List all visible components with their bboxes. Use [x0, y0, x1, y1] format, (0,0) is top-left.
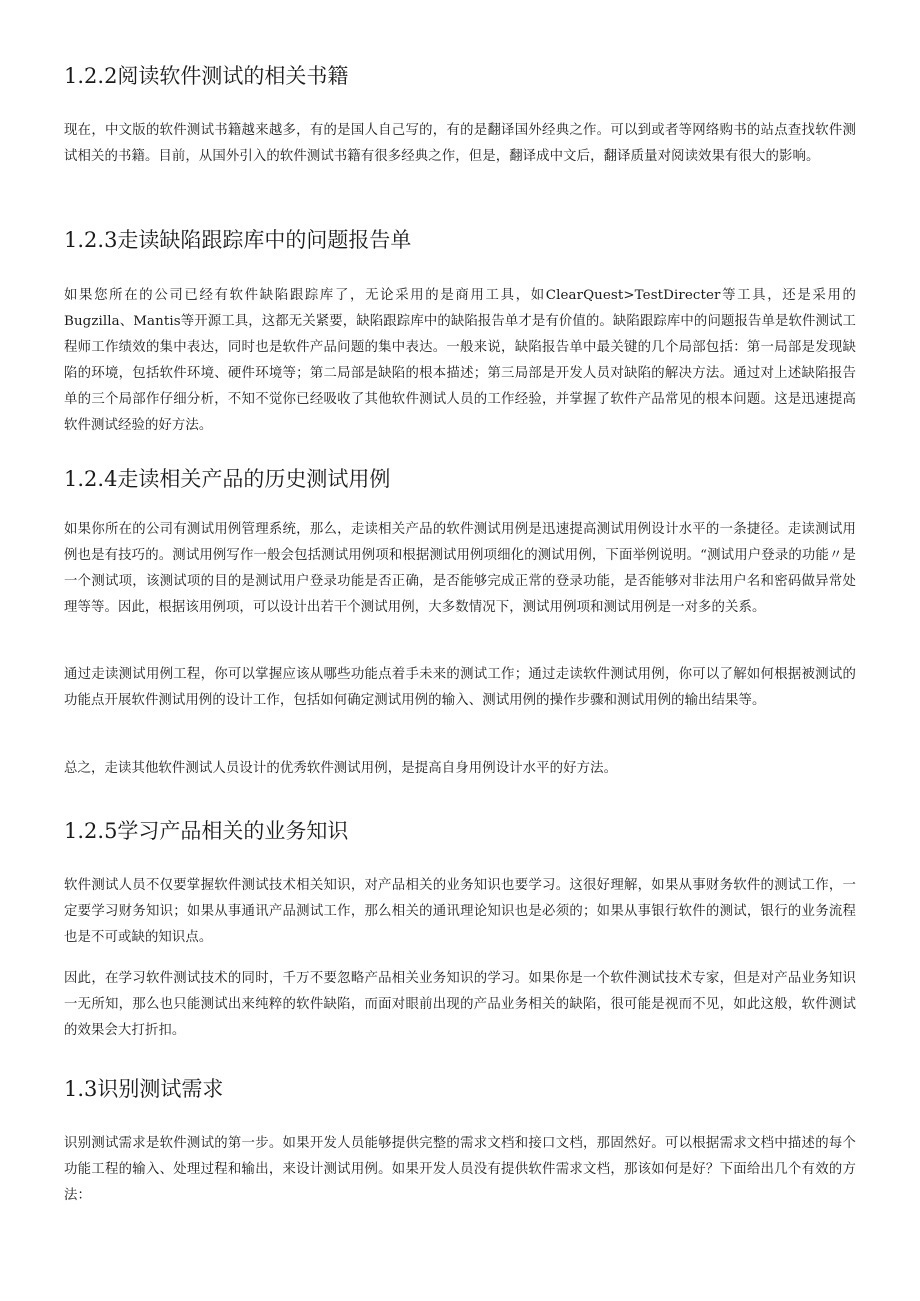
- section-heading-1-2-2: 1.2.2阅读软件测试的相关书籍: [64, 64, 349, 88]
- section-heading-1-3: 1.3识别测试需求: [64, 1077, 224, 1101]
- section-heading-1-2-3: 1.2.3走读缺陷跟踪库中的问题报告单: [64, 228, 412, 252]
- section-1-2-3-paragraph-1: 如果您所在的公司已经有软件缺陷跟踪库了，无论采用的是商用工具，如ClearQuest>TestDirecter等工具，还是采用的Bugzilla、Mantis等开源工具，这都无关紧要，缺陷跟踪库中的缺陷报告单才是有价值的。缺陷跟踪库中的问题报告单是软件测试工程师工作绩效的集中表达，同时也是软件产品问题的集中表达。一般来说，缺陷报告单中最关键的几个局部包括：第一局部是发现缺陷的环境，包括软件环境、硬件环境等；第二局部是缺陷的根本描述；第三局部是开发人员对缺陷的解决方法。通过对上述缺陷报告单的三个局部作仔细分析，不知不觉你已经吸收了其他软件测试人员的工作经验，并掌握了软件产品常见的根本问题。这是迅速提高软件测试经验的好方法。: [64, 288, 856, 433]
- section-1-2-5-paragraph-1: 软件测试人员不仅要掌握软件测试技术相关知识，对产品相关的业务知识也要学习。这很好理解，如果从事财务软件的测试工作，一定要学习财务知识；如果从事通讯产品测试工作，那么相关的通讯理论知识也是必须的；如果从事银行软件的测试，银行的业务流程也是不可或缺的知识点。: [64, 878, 856, 945]
- section-1-2-4-paragraph-3: 总之，走读其他软件测试人员设计的优秀软件测试用例，是提高自身用例设计水平的好方法。: [64, 761, 618, 776]
- section-heading-1-2-5: 1.2.5学习产品相关的业务知识: [64, 819, 349, 843]
- section-1-2-2-paragraph-1: 现在，中文版的软件测试书籍越来越多，有的是国人自己写的，有的是翻译国外经典之作。可以到或者等网络购书的站点查找软件测试相关的书籍。目前，从国外引入的软件测试书籍有很多经典之作，但是，翻译成中文后，翻译质量对阅读效果有很大的影响。: [64, 123, 856, 164]
- section-heading-1-2-4: 1.2.4走读相关产品的历史测试用例: [64, 467, 391, 491]
- section-1-3-paragraph-1: 识别测试需求是软件测试的第一步。如果开发人员能够提供完整的需求文档和接口文档，那固然好。可以根据需求文档中描述的每个功能工程的输入、处理过程和输出，来设计测试用例。如果开发人员没有提供软件需求文档，那该如何是好？下面给出几个有效的方法：: [64, 1136, 856, 1203]
- section-1-2-4-paragraph-2: 通过走读测试用例工程，你可以掌握应该从哪些功能点着手未来的测试工作；通过走读软件测试用例，你可以了解如何根据被测试的功能点开展软件测试用例的设计工作，包括如何确定测试用例的输入、测试用例的操作步骤和测试用例的输出结果等。: [64, 667, 856, 708]
- section-1-2-4-paragraph-1: 如果你所在的公司有测试用例管理系统，那么，走读相关产品的软件测试用例是迅速提高测试用例设计水平的一条捷径。走读测试用例也是有技巧的。测试用例写作一般会包括测试用例项和根据测试用例项细化的测试用例，下面举例说明。“测试用户登录的功能〃是一个测试项，该测试项的目的是测试用户登录功能是否正确，是否能够完成正常的登录功能，是否能够对非法用户名和密码做异常处理等等。因此，根据该用例项，可以设计出若干个测试用例，大多数情况下，测试用例项和测试用例是一对多的关系。: [64, 522, 856, 615]
- section-1-2-5-paragraph-2: 因此，在学习软件测试技术的同时，千万不要忽略产品相关业务知识的学习。如果你是一个软件测试技术专家，但是对产品业务知识一无所知，那么也只能测试出来纯粹的软件缺陷，而面对眼前出现的产品业务相关的缺陷，很可能是视而不见，如此这般，软件测试的效果会大打折扣。: [64, 971, 856, 1038]
